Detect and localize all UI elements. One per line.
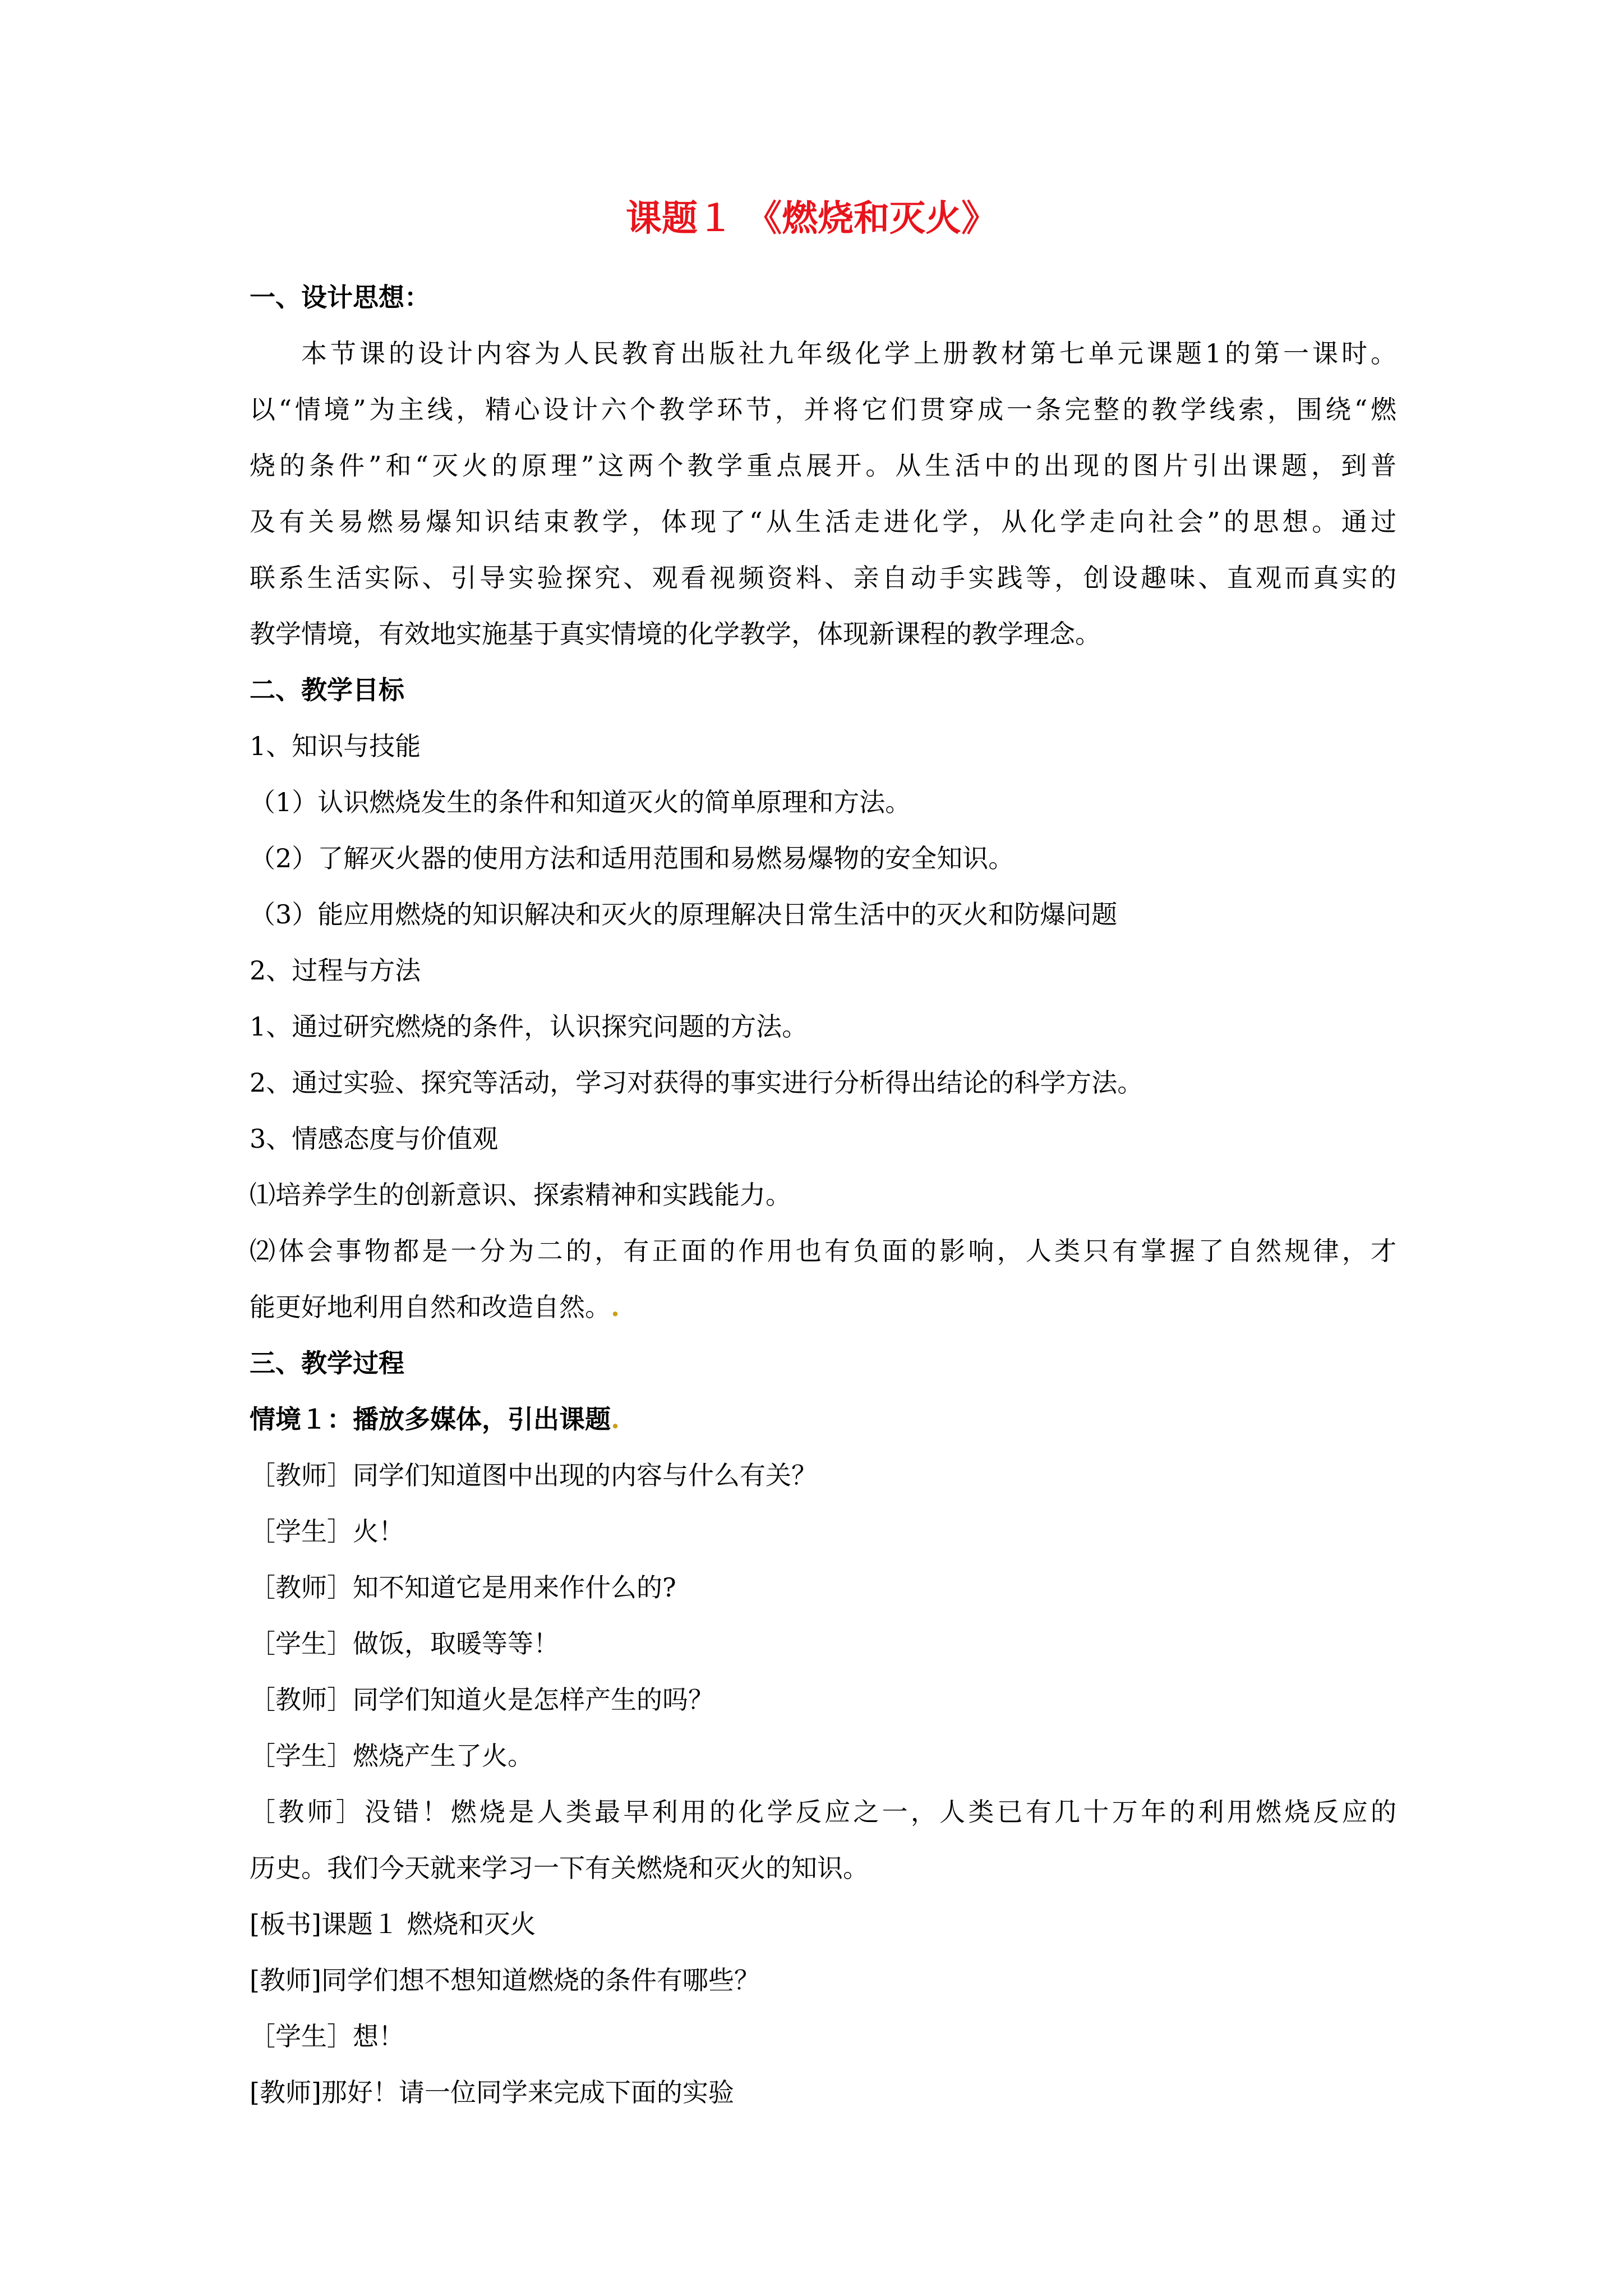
text-line	[250, 1391, 1396, 1447]
document-body	[250, 269, 1396, 2120]
text-line-content: ［教师］知不知道它是用来作什么的?	[250, 1572, 676, 1603]
text-line-content: 历史。我们今天就来学习一下有关燃烧和灭火的知识。	[250, 1853, 869, 1883]
text-line-content: 2、通过实验、探究等活动，学习对获得的事实进行分析得出结论的科学方法。	[250, 1068, 1144, 1098]
text-line-content: 以“情境”为主线，精心设计六个教学环节，并将它们贯穿成一条完整的教学线索，围绕“燃	[250, 394, 1396, 425]
text-line-content: 三、教学过程	[250, 1348, 404, 1378]
text-line	[250, 1840, 1396, 1896]
text-line-content: ［学生］燃烧产生了火。	[250, 1741, 533, 1771]
text-line-content: [教师]那好！请一位同学来完成下面的实验	[250, 2077, 734, 2108]
text-line	[250, 718, 1396, 774]
text-line-content: ⑴培养学生的创新意识、探索精神和实践能力。	[250, 1180, 791, 1210]
text-line-content: [板书]课题１ 燃烧和灭火	[250, 1909, 536, 1939]
text-line	[250, 1111, 1396, 1167]
text-line	[250, 774, 1396, 830]
text-line-content: 3、情感态度与价值观	[250, 1124, 499, 1154]
text-line-content: 2、过程与方法	[250, 955, 421, 986]
text-line	[250, 381, 1396, 438]
text-line-content: 1、通过研究燃烧的条件，认识探究问题的方法。	[250, 1011, 808, 1042]
text-line-content: 联系生活实际、引导实验探究、观看视频资料、亲自动手实践等，创设趣味、直观而真实的	[250, 563, 1396, 593]
text-line	[250, 1167, 1396, 1223]
text-line-content: 教学情境，有效地实施基于真实情境的化学教学，体现新课程的教学理念。	[250, 619, 1101, 649]
text-line	[250, 2064, 1396, 2120]
text-line	[250, 1279, 1396, 1335]
text-line-content: （1）认识燃烧发生的条件和知道灭火的简单原理和方法。	[250, 787, 911, 817]
text-line-content: [教师]同学们想不想知道燃烧的条件有哪些？	[250, 1965, 760, 1995]
text-line	[250, 1952, 1396, 2008]
text-line	[250, 2008, 1396, 2064]
text-line	[250, 1055, 1396, 1111]
text-line-content: 及有关易燃易爆知识结束教学，体现了“从生活走进化学，从化学走向社会”的思想。通过	[250, 507, 1396, 537]
highlight-mark: .	[611, 1292, 620, 1322]
text-line	[250, 606, 1396, 662]
text-line	[250, 662, 1396, 718]
text-line	[250, 1784, 1396, 1840]
text-line	[250, 1672, 1396, 1728]
highlight-mark: .	[611, 1404, 620, 1434]
text-line-content: 本节课的设计内容为人民教育出版社九年级化学上册教材第七单元课题1的第一课时。	[301, 338, 1396, 369]
text-line-content: ［教师］同学们知道图中出现的内容与什么有关？	[250, 1460, 817, 1490]
text-line	[250, 1335, 1396, 1391]
text-line	[250, 999, 1396, 1055]
text-line-content: ［学生］想！	[250, 2021, 404, 2051]
text-line	[250, 1223, 1396, 1279]
text-line	[250, 325, 1396, 381]
text-line-content: 1、知识与技能	[250, 731, 421, 761]
text-line-content: ［学生］火！	[250, 1516, 404, 1547]
text-line	[250, 438, 1396, 494]
text-line	[250, 550, 1396, 606]
text-line	[250, 886, 1396, 942]
text-line-content: 二、教学目标	[250, 675, 404, 705]
text-line-content: ⑵体会事物都是一分为二的，有正面的作用也有负面的影响，人类只有掌握了自然规律，才	[250, 1236, 1396, 1266]
text-line	[250, 1616, 1396, 1672]
text-line	[250, 830, 1396, 886]
text-line-content: ［教师］没错！燃烧是人类最早利用的化学反应之一，人类已有几十万年的利用燃烧反应的	[250, 1797, 1396, 1827]
document-title: 课题１ 《燃烧和灭火》	[625, 197, 998, 240]
text-line-content: 烧的条件”和“灭火的原理”这两个教学重点展开。从生活中的出现的图片引出课题，到普	[250, 450, 1396, 481]
text-line	[250, 942, 1396, 999]
text-line	[250, 269, 1396, 325]
text-line	[250, 1728, 1396, 1784]
text-line	[250, 1503, 1396, 1559]
text-line	[250, 1559, 1396, 1616]
text-line-content: ［教师］同学们知道火是怎样产生的吗？	[250, 1685, 714, 1715]
text-line-content: 能更好地利用自然和改造自然。	[250, 1292, 611, 1322]
text-line-content: （3）能应用燃烧的知识解决和灭火的原理解决日常生活中的灭火和防爆问题	[250, 899, 1118, 930]
text-line-content: （2）了解灭火器的使用方法和适用范围和易燃易爆物的安全知识。	[250, 843, 1015, 873]
text-line	[250, 1447, 1396, 1503]
text-line-content: ［学生］做饭，取暖等等！	[250, 1628, 559, 1659]
text-line	[250, 494, 1396, 550]
text-line-content: 情境１：播放多媒体，引出课题	[250, 1404, 611, 1434]
text-line-content: 一、设计思想：	[250, 282, 430, 312]
text-line	[250, 1896, 1396, 1952]
